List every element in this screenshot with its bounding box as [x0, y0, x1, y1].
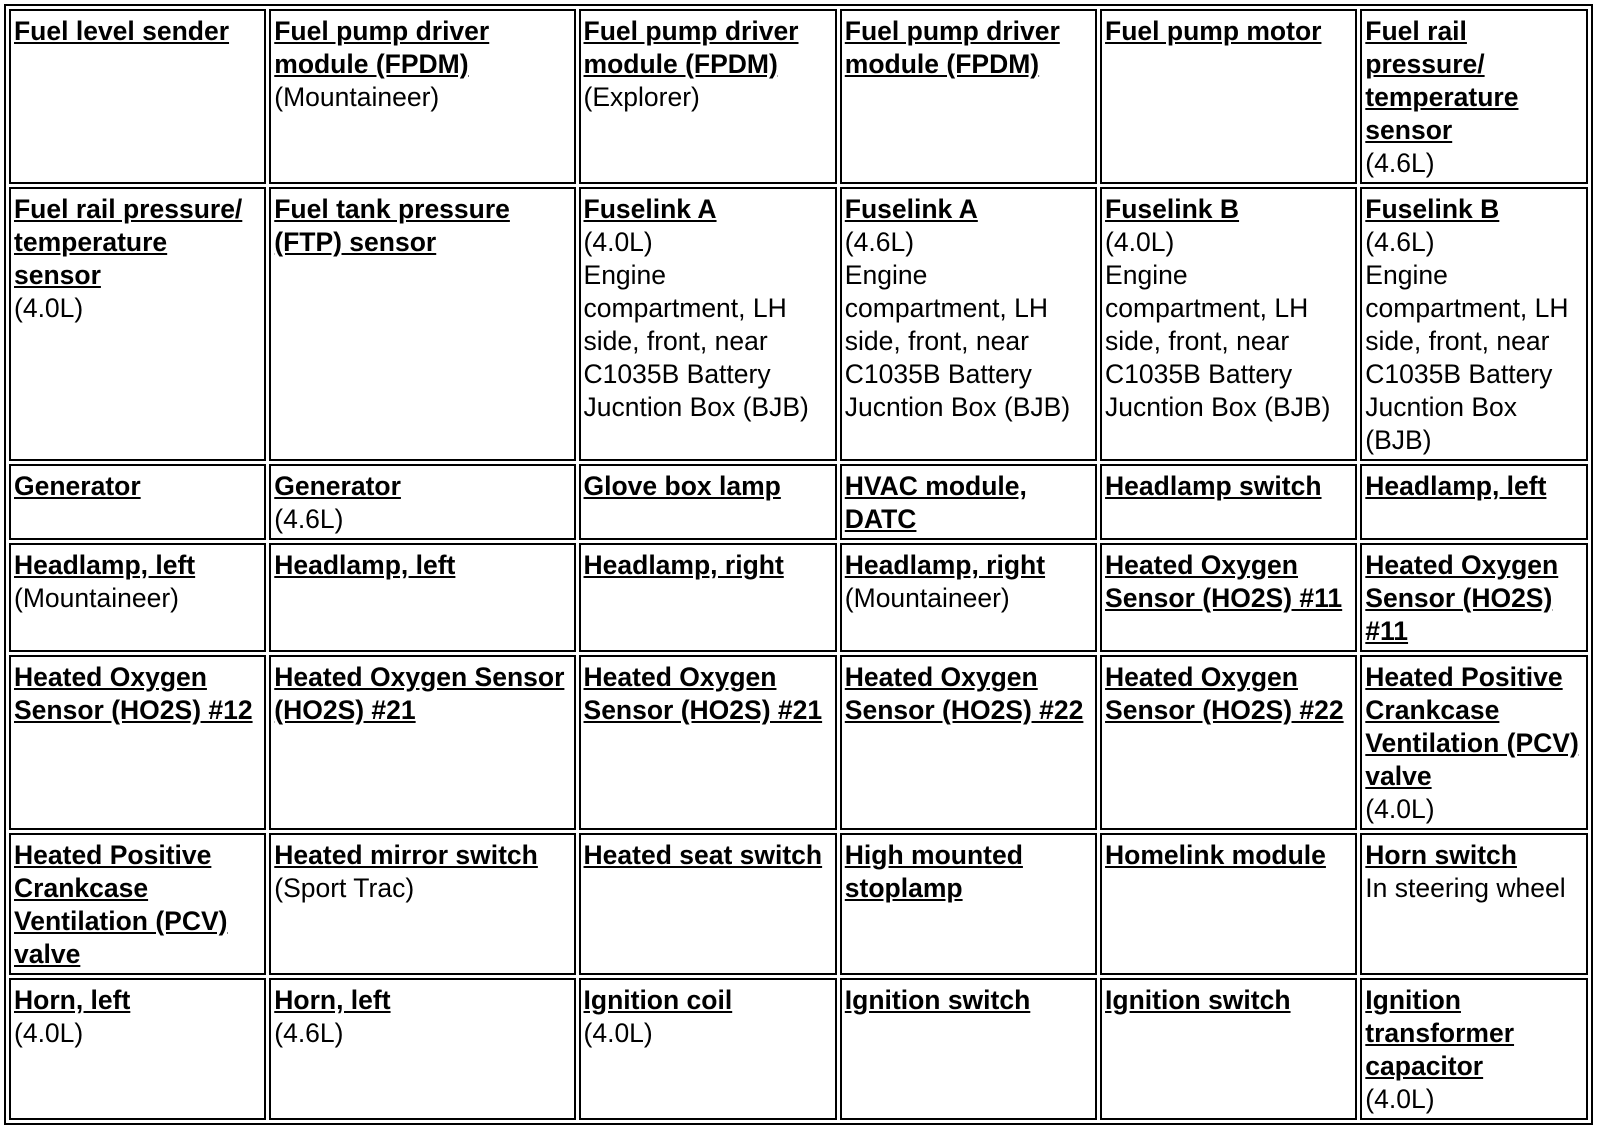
table-cell: [840, 978, 1097, 1120]
table-cell: [1100, 9, 1357, 184]
component-variant-note: (4.0L): [14, 293, 84, 323]
table-cell: [9, 833, 266, 975]
component-variant-note: (4.0L): [14, 1018, 84, 1048]
component-link[interactable]: Headlamp switch: [1105, 471, 1322, 501]
table-cell: [1100, 833, 1357, 975]
component-location-text: In steering wheel: [1365, 873, 1566, 903]
component-link[interactable]: Ignition switch: [844, 985, 1031, 1015]
component-variant-note: (Mountaineer): [844, 583, 1010, 613]
component-link[interactable]: Headlamp, left: [1365, 471, 1547, 501]
component-link[interactable]: Fuel pump driver module (FPDM): [274, 16, 490, 79]
component-link[interactable]: Headlamp, left: [274, 550, 456, 580]
table-cell: [840, 464, 1097, 540]
table-cell: [579, 833, 837, 975]
component-variant-note: (4.0L): [1365, 794, 1435, 824]
table-cell: [9, 543, 266, 652]
table-cell: [579, 978, 837, 1120]
component-variant-note: (4.0L): [583, 227, 653, 257]
table-row: [9, 833, 1588, 975]
component-link[interactable]: Fuel pump driver module (FPDM): [583, 16, 799, 79]
table-row: [9, 9, 1588, 184]
component-link[interactable]: Fuel level sender: [14, 16, 230, 46]
component-link[interactable]: Heated seat switch: [583, 840, 823, 870]
component-link[interactable]: Fuselink B: [1365, 194, 1500, 224]
table-cell: [1360, 655, 1588, 830]
component-link[interactable]: Horn, left: [274, 985, 391, 1015]
table-cell: [9, 187, 266, 461]
component-link[interactable]: Fuel rail pressure/ temperature sensor: [14, 194, 243, 290]
table-cell: [9, 978, 266, 1120]
component-link[interactable]: Headlamp, right: [583, 550, 784, 580]
table-cell: [579, 464, 837, 540]
component-link[interactable]: Ignition coil: [583, 985, 733, 1015]
component-location-text: Engine compartment, LH side, front, near C1035B Battery Jucntion Box (BJB): [1105, 260, 1331, 422]
component-variant-note: (4.6L): [274, 1018, 344, 1048]
table-row: [9, 978, 1588, 1120]
table-row: [9, 655, 1588, 830]
component-link[interactable]: HVAC module, DATC: [844, 471, 1027, 534]
table-cell: [840, 655, 1097, 830]
table-cell: [840, 187, 1097, 461]
component-link[interactable]: Glove box lamp: [583, 471, 781, 501]
component-variant-note: (4.0L): [1105, 227, 1175, 257]
table-cell: [269, 978, 575, 1120]
component-variant-note: (Explorer): [583, 82, 700, 112]
table-cell: [269, 464, 575, 540]
component-link[interactable]: Horn, left: [14, 985, 131, 1015]
table-cell: [579, 9, 837, 184]
component-link[interactable]: Heated Oxygen Sensor (HO2S) #12: [14, 662, 253, 725]
table-cell: [579, 543, 837, 652]
table-cell: [269, 655, 575, 830]
table-cell: [840, 833, 1097, 975]
component-location-table: [4, 4, 1593, 1125]
component-variant-note: (Mountaineer): [14, 583, 179, 613]
component-link[interactable]: Fuel tank pressure (FTP) sensor: [274, 194, 510, 257]
component-link[interactable]: Heated Oxygen Sensor (HO2S) #22: [844, 662, 1084, 725]
table-cell: [1360, 9, 1588, 184]
component-link[interactable]: Fuselink A: [583, 194, 717, 224]
component-variant-note: (4.6L): [1365, 148, 1435, 178]
component-link[interactable]: Heated Oxygen Sensor (HO2S) #11: [1105, 550, 1343, 613]
component-variant-note: (4.6L): [1365, 227, 1435, 257]
component-variant-note: (4.0L): [583, 1018, 653, 1048]
component-link[interactable]: Heated Positive Crankcase Ventilation (PCV) valve: [14, 840, 228, 969]
component-link[interactable]: Heated Oxygen Sensor (HO2S) #22: [1105, 662, 1344, 725]
table-cell: [1360, 187, 1588, 461]
table-cell: [1100, 187, 1357, 461]
table-cell: [1360, 543, 1588, 652]
table-row: [9, 543, 1588, 652]
table-cell: [579, 187, 837, 461]
component-location-text: Engine compartment, LH side, front, near C1035B Battery Jucntion Box (BJB): [1365, 260, 1569, 455]
table-cell: [269, 9, 575, 184]
table-body: [9, 9, 1588, 1120]
component-link[interactable]: Fuel rail pressure/ temperature sensor: [1365, 16, 1519, 145]
component-link[interactable]: Headlamp, left: [14, 550, 196, 580]
table-cell: [579, 655, 837, 830]
table-row: [9, 187, 1588, 461]
component-link[interactable]: Heated mirror switch: [274, 840, 538, 870]
table-cell: [1100, 655, 1357, 830]
component-link[interactable]: Fuel pump driver module (FPDM): [844, 16, 1060, 79]
table-cell: [840, 9, 1097, 184]
table-cell: [1100, 464, 1357, 540]
component-link[interactable]: High mounted stoplamp: [844, 840, 1023, 903]
component-link[interactable]: Fuel pump motor: [1105, 16, 1322, 46]
component-link[interactable]: Generator: [14, 471, 141, 501]
component-variant-note: (4.6L): [844, 227, 915, 257]
table-cell: [269, 543, 575, 652]
table-cell: [269, 187, 575, 461]
component-variant-note: (4.0L): [1365, 1084, 1435, 1114]
component-link[interactable]: Horn switch: [1365, 840, 1517, 870]
table-cell: [1360, 978, 1588, 1120]
table-cell: [269, 833, 575, 975]
component-link[interactable]: Fuselink B: [1105, 194, 1240, 224]
table-cell: [1360, 833, 1588, 975]
component-location-text: Engine compartment, LH side, front, near C1035B Battery Jucntion Box (BJB): [844, 260, 1071, 422]
table-cell: [1100, 543, 1357, 652]
table-cell: [840, 543, 1097, 652]
component-link[interactable]: Generator: [274, 471, 401, 501]
component-link[interactable]: Ignition transformer capacitor: [1365, 985, 1515, 1081]
table-cell: [9, 9, 266, 184]
component-link[interactable]: Fuselink A: [844, 194, 978, 224]
component-link[interactable]: Heated Oxygen Sensor (HO2S) #21: [274, 662, 565, 725]
component-link[interactable]: Headlamp, right: [844, 550, 1046, 580]
table-row: [9, 464, 1588, 540]
component-link[interactable]: Heated Oxygen Sensor (HO2S) #21: [583, 662, 823, 725]
table-cell: [1100, 978, 1357, 1120]
component-location-text: Engine compartment, LH side, front, near C1035B Battery Jucntion Box (BJB): [583, 260, 809, 422]
component-variant-note: (4.6L): [274, 504, 344, 534]
component-link[interactable]: Heated Positive Crankcase Ventilation (PCV) valve: [1365, 662, 1579, 791]
table-cell: [1360, 464, 1588, 540]
component-variant-note: (Sport Trac): [274, 873, 415, 903]
component-link[interactable]: Ignition switch: [1105, 985, 1291, 1015]
table-cell: [9, 464, 266, 540]
table-cell: [9, 655, 266, 830]
component-variant-note: (Mountaineer): [274, 82, 440, 112]
component-link[interactable]: Heated Oxygen Sensor (HO2S) #11: [1365, 550, 1559, 646]
component-link[interactable]: Homelink module: [1105, 840, 1326, 870]
